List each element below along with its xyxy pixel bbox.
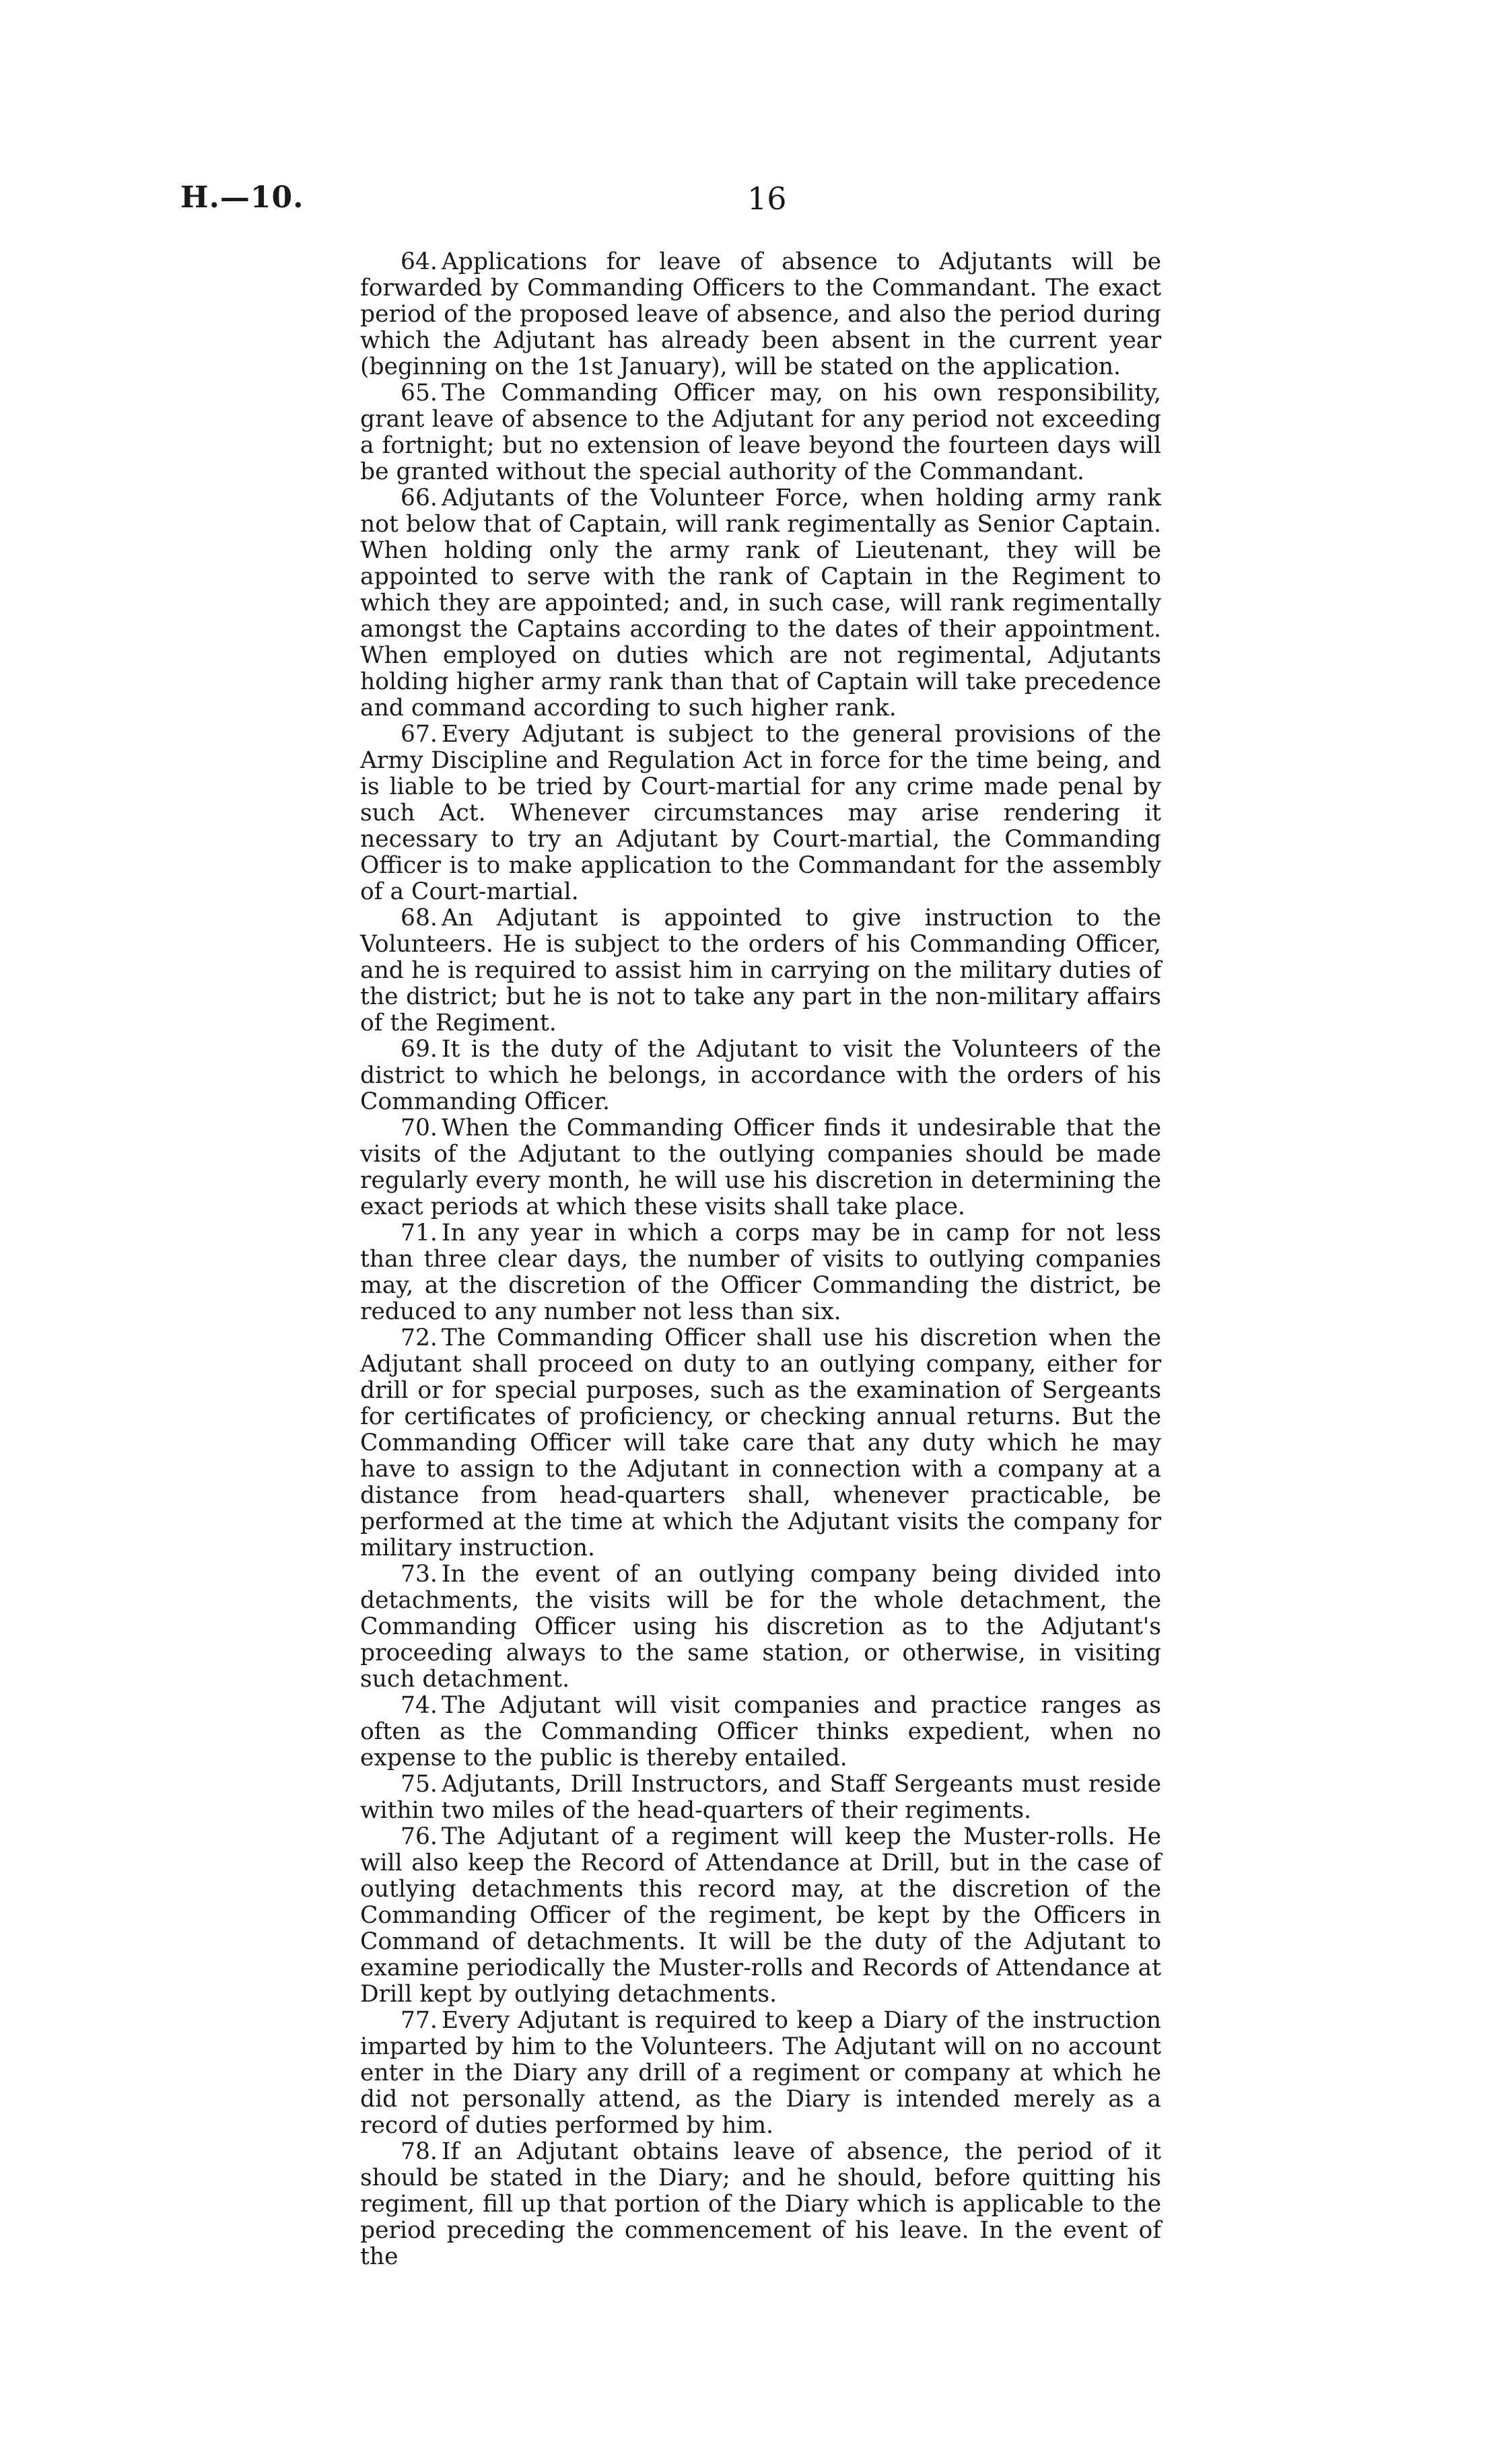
paragraph-number: 75. <box>401 1771 438 1798</box>
paragraph-64 <box>360 249 1161 380</box>
paragraph-text: Adjutants of the Volunteer Force, when holding army rank not below that of Captain, will rank regimentally as Senior Captain. When holding only the army rank of Lieutenant, they will be appointed to serve with the rank of Captain in the Regiment to which they are appointed; and, in such case, will rank regimentally amongst the Captains according to the dates of their appointment. When employed on duties which are not regimental, Adjutants holding higher army rank than that of Captain will take precedence and command according to such higher rank. <box>360 485 1161 721</box>
paragraph-text: The Adjutant will visit companies and practice ranges as often as the Commanding Officer thinks expedient, when no expense to the public is thereby entailed. <box>360 1692 1161 1771</box>
paragraph-65 <box>360 380 1161 485</box>
paragraph-number: 74. <box>401 1692 438 1719</box>
paragraph-text: In any year in which a corps may be in camp for not less than three clear days, the number of visits to outlying companies may, at the discretion of the Officer Commanding the district, be reduced to any number not less than six. <box>360 1220 1161 1325</box>
paragraph-text: Every Adjutant is subject to the general provisions of the Army Discipline and Regulation Act in force for the time being, and is liable to be tried by Court-martial for any crime made penal by such Act. Whenever circumstances may arise rendering it necessary to try an Adjutant by Court-martial, the Commanding Officer is to make application to the Commandant for the assembly of a Court-martial. <box>360 721 1161 905</box>
paragraph-78 <box>360 2139 1161 2270</box>
paragraph-text: The Commanding Officer shall use his discretion when the Adjutant shall proceed on duty to an outlying company, either for drill or for special purposes, such as the examination of Sergeants for certificates of proficiency, or checking annual returns. But the Commanding Officer will take care that any duty which he may have to assign to the Adjutant in connection with a company at a distance from head-quarters shall, whenever practicable, be performed at the time at which the Adjutant visits the company for military instruction. <box>360 1325 1161 1561</box>
paragraph-76 <box>360 1824 1161 2008</box>
paragraph-text: An Adjutant is appointed to give instruction to the Volunteers. He is subject to the orders of his Commanding Officer, and he is required to assist him in carrying on the military duties of the district; but he is not to take any part in the non-military affairs of the Regiment. <box>360 905 1161 1036</box>
paragraph-67 <box>360 721 1161 905</box>
paragraph-72 <box>360 1325 1161 1561</box>
paragraph-text: The Commanding Officer may, on his own responsibility, grant leave of absence to the Adjutant for any period not exceeding a fortnight; but no extension of leave beyond the fourteen days will be granted without the special authority of the Commandant. <box>360 380 1161 485</box>
paragraph-number: 70. <box>401 1115 438 1141</box>
paragraph-number: 69. <box>401 1036 438 1063</box>
paragraph-number: 65. <box>401 380 438 407</box>
page-reference: H.—10. <box>180 180 304 215</box>
paragraph-74 <box>360 1693 1161 1771</box>
page-number: 16 <box>747 180 787 217</box>
paragraph-text: If an Adjutant obtains leave of absence, the period of it should be stated in the Diary; and he should, before quitting his regiment, fill up that portion of the Diary which is applicable to the period preceding the commencement of his leave. In the event of the <box>360 2138 1161 2270</box>
paragraph-text: When the Commanding Officer finds it undesirable that the visits of the Adjutant to the outlying companies should be made regularly every month, he will use his discretion in determining the exact periods at which these visits shall take place. <box>360 1115 1161 1220</box>
paragraph-77 <box>360 2008 1161 2139</box>
paragraph-number: 72. <box>401 1325 438 1351</box>
paragraph-number: 76. <box>401 1823 438 1850</box>
paragraph-text: Applications for leave of absence to Adjutants will be forwarded by Commanding Officers to the Commandant. The exact period of the proposed leave of absence, and also the period during which the Adjutant has already been absent in the current year (beginning on the 1st January), will be stated on the application. <box>360 248 1161 380</box>
paragraph-75 <box>360 1771 1161 1824</box>
paragraph-70 <box>360 1115 1161 1220</box>
paragraph-number: 68. <box>401 905 438 931</box>
paragraph-number: 66. <box>401 485 438 512</box>
paragraph-68 <box>360 905 1161 1036</box>
paragraph-73 <box>360 1561 1161 1693</box>
paragraph-text: The Adjutant of a regiment will keep the Muster-rolls. He will also keep the Record of Attendance at Drill, but in the case of outlying detachments this record may, at the discretion of the Commanding Officer of the regiment, be kept by the Officers in Command of detachments. It will be the duty of the Adjutant to examine periodically the Muster-rolls and Records of Attendance at Drill kept by outlying detachments. <box>360 1823 1161 2008</box>
paragraph-71 <box>360 1220 1161 1325</box>
paragraph-text: Adjutants, Drill Instructors, and Staff Sergeants must reside within two miles of the head-quarters of their regiments. <box>360 1771 1161 1824</box>
paragraph-number: 77. <box>401 2007 438 2034</box>
paragraph-text: It is the duty of the Adjutant to visit the Volunteers of the district to which he belongs, in accordance with the orders of his Commanding Officer. <box>360 1036 1161 1115</box>
paragraph-number: 71. <box>401 1220 438 1246</box>
paragraph-number: 64. <box>401 248 438 275</box>
paragraph-number: 67. <box>401 721 438 748</box>
paragraph-66 <box>360 485 1161 721</box>
paragraph-text: In the event of an outlying company being divided into detachments, the visits will be for the whole detachment, the Commanding Officer using his discretion as to the Adjutant's proceeding always to the same station, or otherwise, in visiting such detachment. <box>360 1561 1161 1693</box>
paragraph-number: 78. <box>401 2138 438 2165</box>
paragraph-number: 73. <box>401 1561 438 1588</box>
body-text <box>360 249 1161 2270</box>
paragraph-69 <box>360 1036 1161 1115</box>
paragraph-text: Every Adjutant is required to keep a Diary of the instruction imparted by him to the Volunteers. The Adjutant will on no account enter in the Diary any drill of a regiment or company at which he did not personally attend, as the Diary is intended merely as a record of duties performed by him. <box>360 2007 1161 2139</box>
